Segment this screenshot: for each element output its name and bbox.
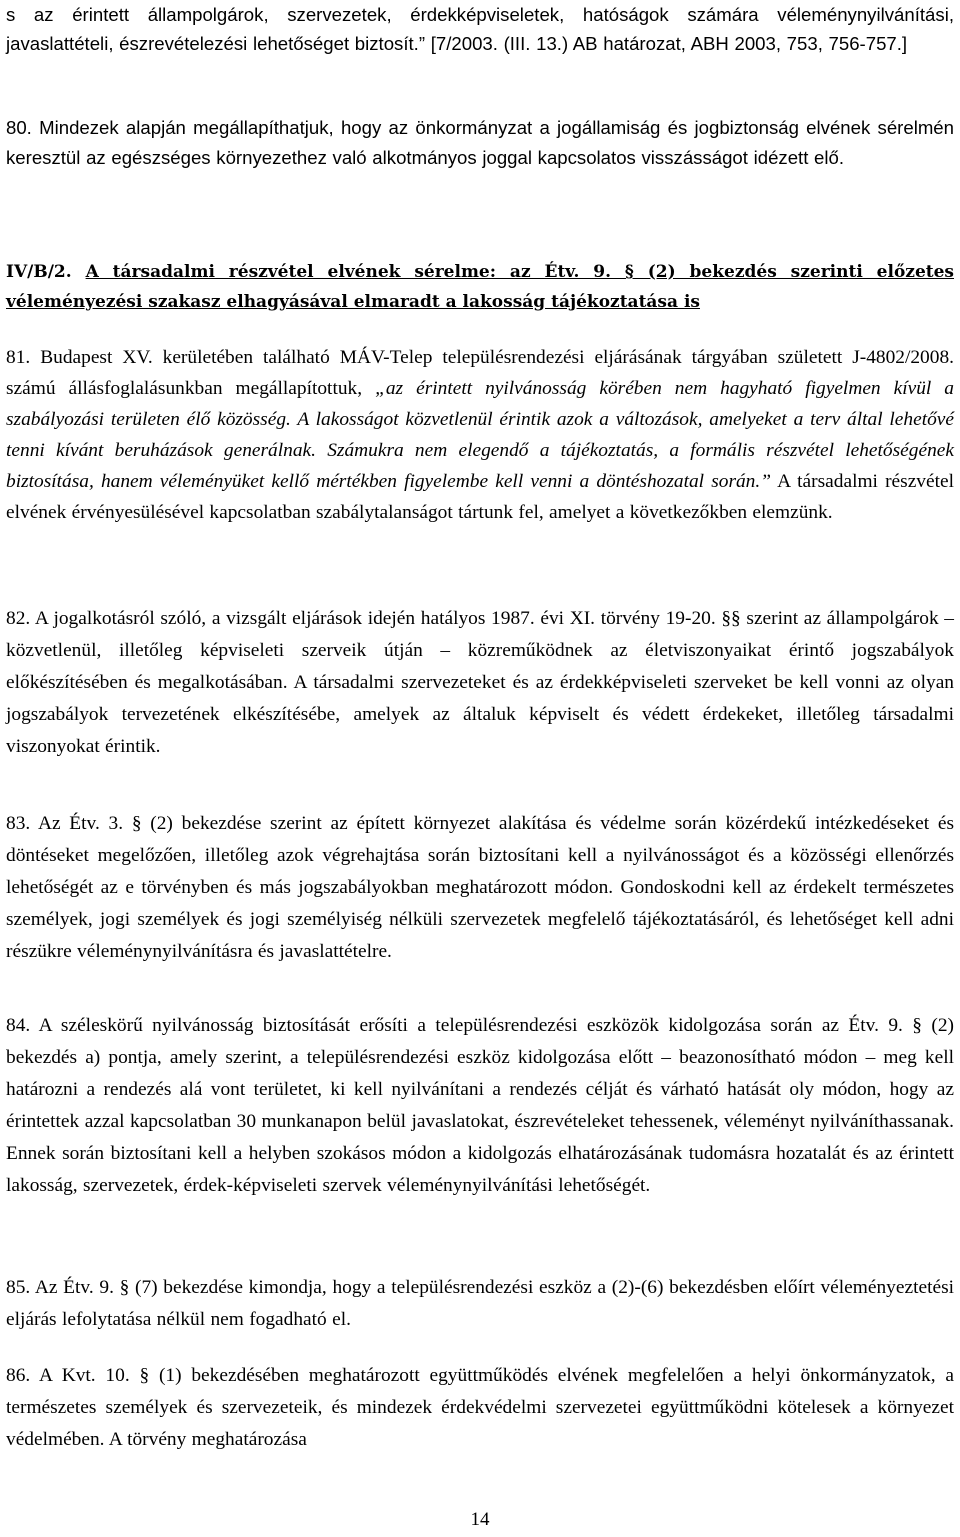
paragraph-number: 84. <box>6 1015 31 1036</box>
paragraph-number: 85. <box>6 1277 31 1298</box>
paragraph-text: Az Étv. 3. § (2) bekezdése szerint az épített környezet alakítása és védelme során közérdekű intézkedéseket és döntéseket megelőzően, illetőleg azok végrehajtása során biztosítani kell a nyilvánosságot és a közösségi ellenőrzés lehetőségét az e törvényben és más jogszabályokban meghatározott módon. Gondoskodni kell az érdekelt természetes személyek, jogi személyek és jogi személyiség nélküli szervezetek megfelelő tájékoztatásáról, és lehetőséget kell adni részükre véleménynyilvánításra és javaslattételre. <box>6 813 955 962</box>
paragraph-number: 80. <box>6 117 32 138</box>
section-heading-title: A társadalmi részvétel elvének sérelme: az Étv. 9. § (2) bekezdés szerinti előzetes véleményezési szakasz elhagyásával elmaradt a lakosság tájékoztatása is <box>6 262 955 312</box>
paragraph-quote: „az érintett nyilvánosság körében nem hagyható figyelmen kívül a szabályozási területen élő közösség. A lakosságot közvetlenül érintik azok a változások, amelyeket a terv által lehetővé tenni kívánt beruházások generálnak. Számukra nem elegendő a tájékoztatás, a formális részvétel lehetőségének biztosítása, hanem véleményüket kellő mértékben figyelembe kell venni a döntéshozatal során.” <box>6 378 954 492</box>
paragraph-text: A széleskörű nyilvánosság biztosítását erősíti a településrendezési eszközök kidolgozása során az Étv. 9. § (2) bekezdés a) pontja, amely szerint, a településrendezési eszköz kidolgozása előtt – beazonosítható módon – meg kell határozni a rendezés alá vont területet, ki kell nyilvánítani a rendezés célját és várható hatását oly módon, hogy az érintettek azzal kapcsolatban 30 munkanapon belül javaslatokat, észrevételeket tehessenek, véleményt nyilváníthassanak. Ennek során biztosítani kell a helyben szokásos módon a kidolgozás elhatározásának tudomásra hozatalát és az érintett lakosság, szervezetek, érdek-képviseleti szervek véleménynyilvánítási lehetőségét. <box>6 1015 954 1196</box>
section-heading-number: IV/B/2. <box>6 262 72 282</box>
paragraph-86 <box>6 1360 954 1456</box>
paragraph-text: Mindezek alapján megállapíthatjuk, hogy az önkormányzat a jogállamiság és jogbiztonság elvének sérelmén keresztül az egészséges környezethez való alkotmányos joggal kapcsolatos visszásságot idézett elő. <box>6 117 954 168</box>
paragraph-82 <box>6 603 954 763</box>
paragraph-number: 86. <box>6 1365 31 1386</box>
section-heading <box>6 257 954 317</box>
paragraph-text: Budapest XV. kerületében található MÁV-Telep településrendezési eljárásának tárgyában született J-4802/2008. számú állásfoglalásunkban megállapítottuk, <box>6 347 954 399</box>
paragraph-79-continuation: s az érintett állampolgárok, szervezetek, érdekképviseletek, hatóságok számára véleménynyilvánítási, javaslattételi, észrevételezési lehetőséget biztosít.” [7/2003. (III. 13.) AB határozat, ABH 2003, 753, 756-757.] <box>6 4 954 54</box>
paragraph-text: A jogalkotásról szóló, a vizsgált eljárások idején hatályos 1987. évi XI. törvény 19-20. §§ szerint az állampolgárok – közvetlenül, illetőleg képviseleti szerveik útján – közreműködnek az életviszonyaikat érintő jogszabályok előkészítésében és megalkotásában. A társadalmi szervezeteket és az érdekképviseleti szerveket be kell vonni az olyan jogszabályok tervezetének elkészítésébe, amelyek az általuk képviselt és védett érdekeket, illetőleg társadalmi viszonyokat érintik. <box>6 608 955 757</box>
paragraph-81 <box>6 342 954 528</box>
paragraph-83 <box>6 808 954 968</box>
paragraph-text: A Kvt. 10. § (1) bekezdésében meghatározott együttműködés elvének megfelelően a helyi önkormányzatok, a természetes személyek és szervezeteik, és mindezek érdekvédelmi szervezetei együttműködni kötelesek a környezet védelmében. A törvény meghatározása <box>6 1365 955 1450</box>
paragraph-80 <box>6 113 954 173</box>
paragraph-number: 81. <box>6 347 31 368</box>
page-number: 14 <box>470 1509 490 1530</box>
paragraph-number: 83. <box>6 813 31 834</box>
paragraph-number: 82. <box>6 608 31 629</box>
paragraph-84 <box>6 1010 954 1202</box>
paragraph-85 <box>6 1272 954 1336</box>
paragraph-text: Az Étv. 9. § (7) bekezdése kimondja, hogy a településrendezési eszköz a (2)-(6) bekezdésben előírt véleményeztetési eljárás lefolytatása nélkül nem fogadható el. <box>6 1277 954 1330</box>
paragraph-text-continued: A társadalmi részvétel elvének érvényesülésével kapcsolatban szabálytalanságot tártunk fel, amelyet a következőkben elemzünk. <box>6 471 954 523</box>
